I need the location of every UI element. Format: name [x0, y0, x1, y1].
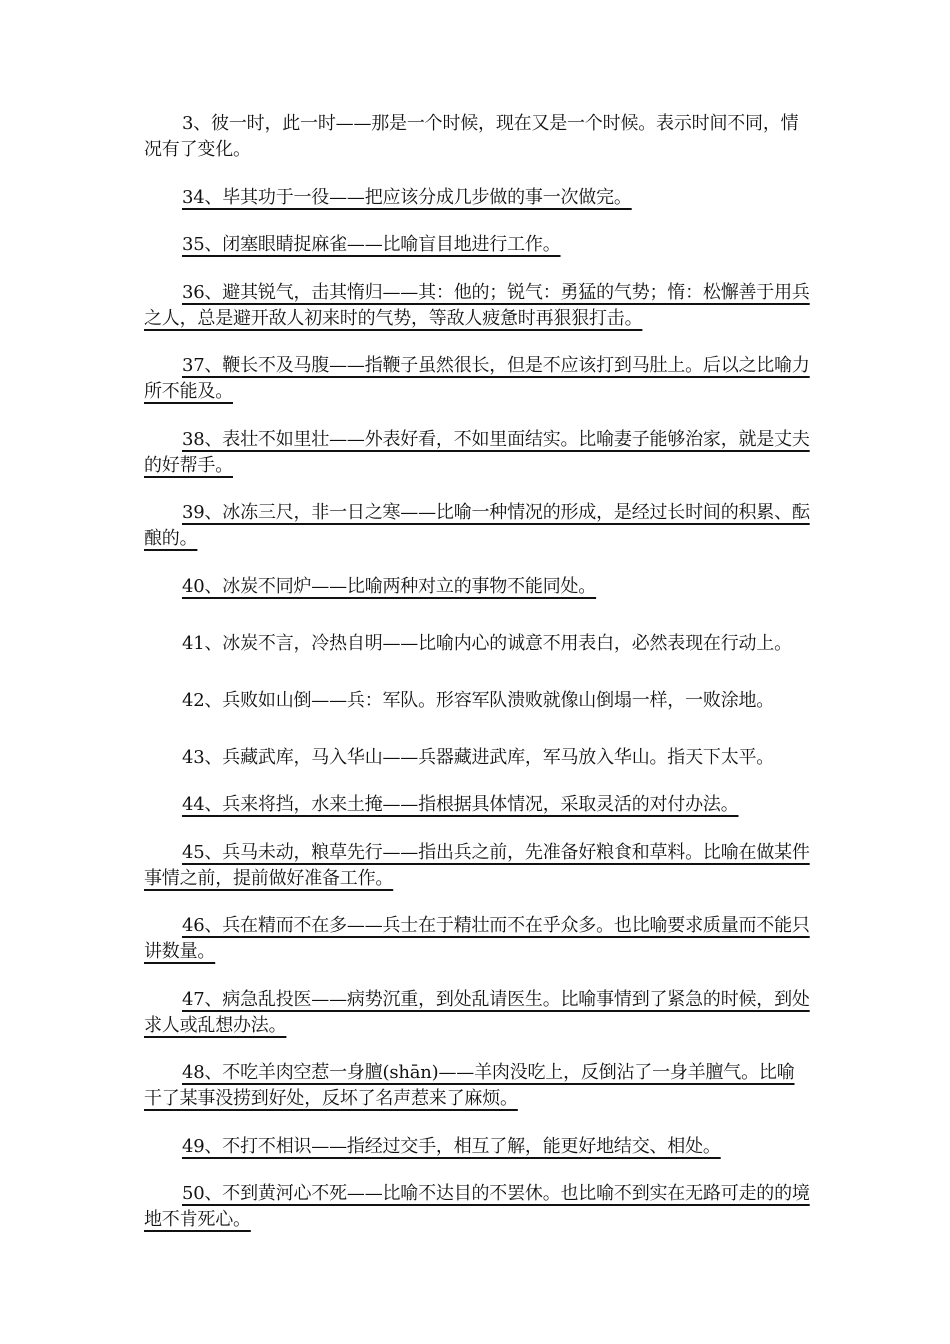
- idiom-entry-46: 46、兵在精而不在多——兵士在于精壮而不在乎众多。也比喻要求质量而不能只讲数量。: [144, 915, 810, 962]
- idiom-entry-42: 42、兵败如山倒——兵：军队。形容军队溃败就像山倒塌一样，一败涂地。: [182, 690, 775, 711]
- idiom-entry-39: 39、冰冻三尺，非一日之寒——比喻一种情况的形成，是经过长时间的积累、酝酿的。: [144, 502, 810, 549]
- idiom-entry-43: 43、兵藏武库，马入华山——兵器藏进武库，军马放入华山。指天下太平。: [182, 747, 775, 768]
- idiom-entry-45: 45、兵马未动，粮草先行——指出兵之前，先准备好粮食和草料。比喻在做某件事情之前，提前做好准备工作。: [144, 842, 810, 889]
- idiom-list: [144, 111, 812, 1233]
- idiom-entry-49: 49、不打不相识——指经过交手，相互了解，能更好地结交、相处。: [182, 1136, 721, 1157]
- idiom-entry-36: 36、避其锐气，击其惰归——其：他的；锐气：勇猛的气势；惰：松懈善于用兵之人，总是避开敌人初来时的气势，等敌人疲惫时再狠狠打击。: [144, 282, 810, 329]
- idiom-entry-35: 35、闭塞眼睛捉麻雀——比喻盲目地进行工作。: [182, 234, 561, 255]
- idiom-entry-41: 41、冰炭不言，冷热自明——比喻内心的诚意不用表白，必然表现在行动上。: [182, 633, 792, 654]
- idiom-entry-37: 37、鞭长不及马腹——指鞭子虽然很长，但是不应该打到马肚上。后以之比喻力所不能及。: [144, 355, 810, 402]
- idiom-entry-44: 44、兵来将挡，水来土掩——指根据具体情况，采取灵活的对付办法。: [182, 794, 739, 815]
- idiom-entry-3: 3、彼一时，此一时——那是一个时候，现在又是一个时候。表示时间不同，情况有了变化。: [144, 113, 799, 160]
- idiom-entry-38: 38、表壮不如里壮——外表好看，不如里面结实。比喻妻子能够治家，就是丈夫的好帮手。: [144, 429, 810, 476]
- idiom-entry-50: 50、不到黄河心不死——比喻不达目的不罢休。也比喻不到实在无路可走的的境地不肯死心。: [144, 1183, 810, 1230]
- idiom-entry-40: 40、冰炭不同炉——比喻两种对立的事物不能同处。: [182, 576, 597, 597]
- idiom-entry-48: 48、不吃羊肉空惹一身膻(shān)——羊肉没吃上，反倒沾了一身羊膻气。比喻干了某事没捞到好处，反坏了名声惹来了麻烦。: [144, 1062, 795, 1109]
- idiom-entry-47: 47、病急乱投医——病势沉重，到处乱请医生。比喻事情到了紧急的时候，到处求人或乱想办法。: [144, 989, 810, 1036]
- idiom-entry-34: 34、毕其功于一役——把应该分成几步做的事一次做完。: [182, 187, 632, 208]
